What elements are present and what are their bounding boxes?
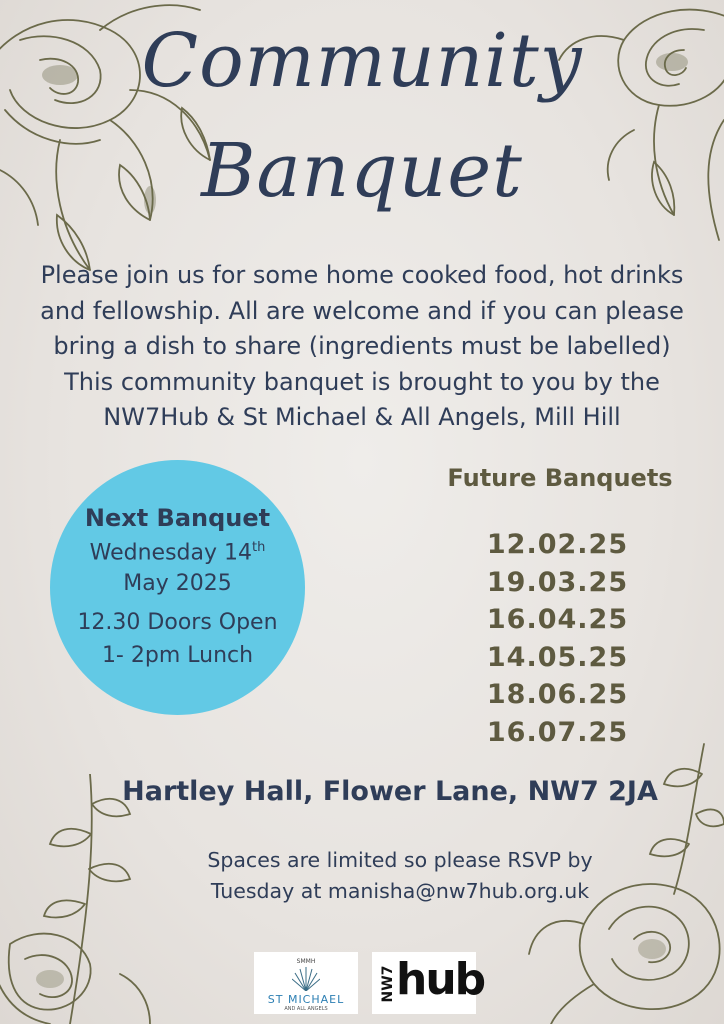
rsvp-note (140, 845, 660, 907)
next-banquet-doors-time: 12.30 Doors Open (77, 610, 278, 635)
rsvp-line: Tuesday at manisha@nw7hub.org.uk (210, 879, 590, 903)
poster-title-line1: Community (141, 18, 583, 104)
future-banquet-date: 19.03.25 (486, 566, 629, 598)
future-banquets-heading: Future Banquets (447, 464, 673, 492)
nw7hub-logo (372, 952, 485, 1014)
st-michael-logo-subtitle: AND ALL ANGELS (284, 1006, 328, 1012)
wings-icon (292, 965, 320, 991)
venue-address: Hartley Hall, Flower Lane, NW7 2JA (122, 776, 658, 807)
next-banquet-day-suffix: th (252, 540, 266, 555)
intro-line: and fellowship. All are welcome and if you can please (40, 296, 684, 325)
intro-line: This community banquet is brought to you by the (64, 367, 660, 396)
intro-line: NW7Hub & St Michael & All Angels, Mill Hill (103, 403, 621, 431)
rsvp-line: Spaces are limited so please RSVP by (207, 848, 593, 872)
nw7hub-logo-vertical-text: NW7 (380, 965, 396, 1003)
future-banquet-date: 14.05.25 (486, 641, 629, 673)
future-banquet-date: 12.02.25 (486, 529, 629, 560)
next-banquet-heading: Next Banquet (84, 504, 271, 532)
intro-paragraph (20, 258, 704, 436)
next-banquet-lunch-time: 1- 2pm Lunch (101, 643, 254, 668)
future-banquet-date: 16.07.25 (486, 716, 629, 748)
st-michael-logo-name: ST MICHAEL (267, 993, 345, 1006)
future-banquets-list (440, 526, 675, 751)
nw7hub-logo-word: hub (396, 954, 485, 1005)
future-banquet-date: 18.06.25 (486, 679, 629, 710)
intro-line: Please join us for some home cooked food, hot drinks (40, 261, 684, 289)
next-banquet-day (50, 540, 305, 565)
next-banquet-month: May 2025 (123, 571, 232, 596)
future-banquet-date: 16.04.25 (486, 604, 629, 635)
next-banquet-day-text: Wednesday 14 (89, 540, 252, 566)
intro-line: bring a dish to share (ingredients must be labelled) (53, 332, 671, 360)
st-michael-logo (254, 952, 358, 1014)
st-michael-logo-top-text: SMMH (296, 958, 316, 965)
poster-title-line2: Banquet (201, 128, 523, 214)
